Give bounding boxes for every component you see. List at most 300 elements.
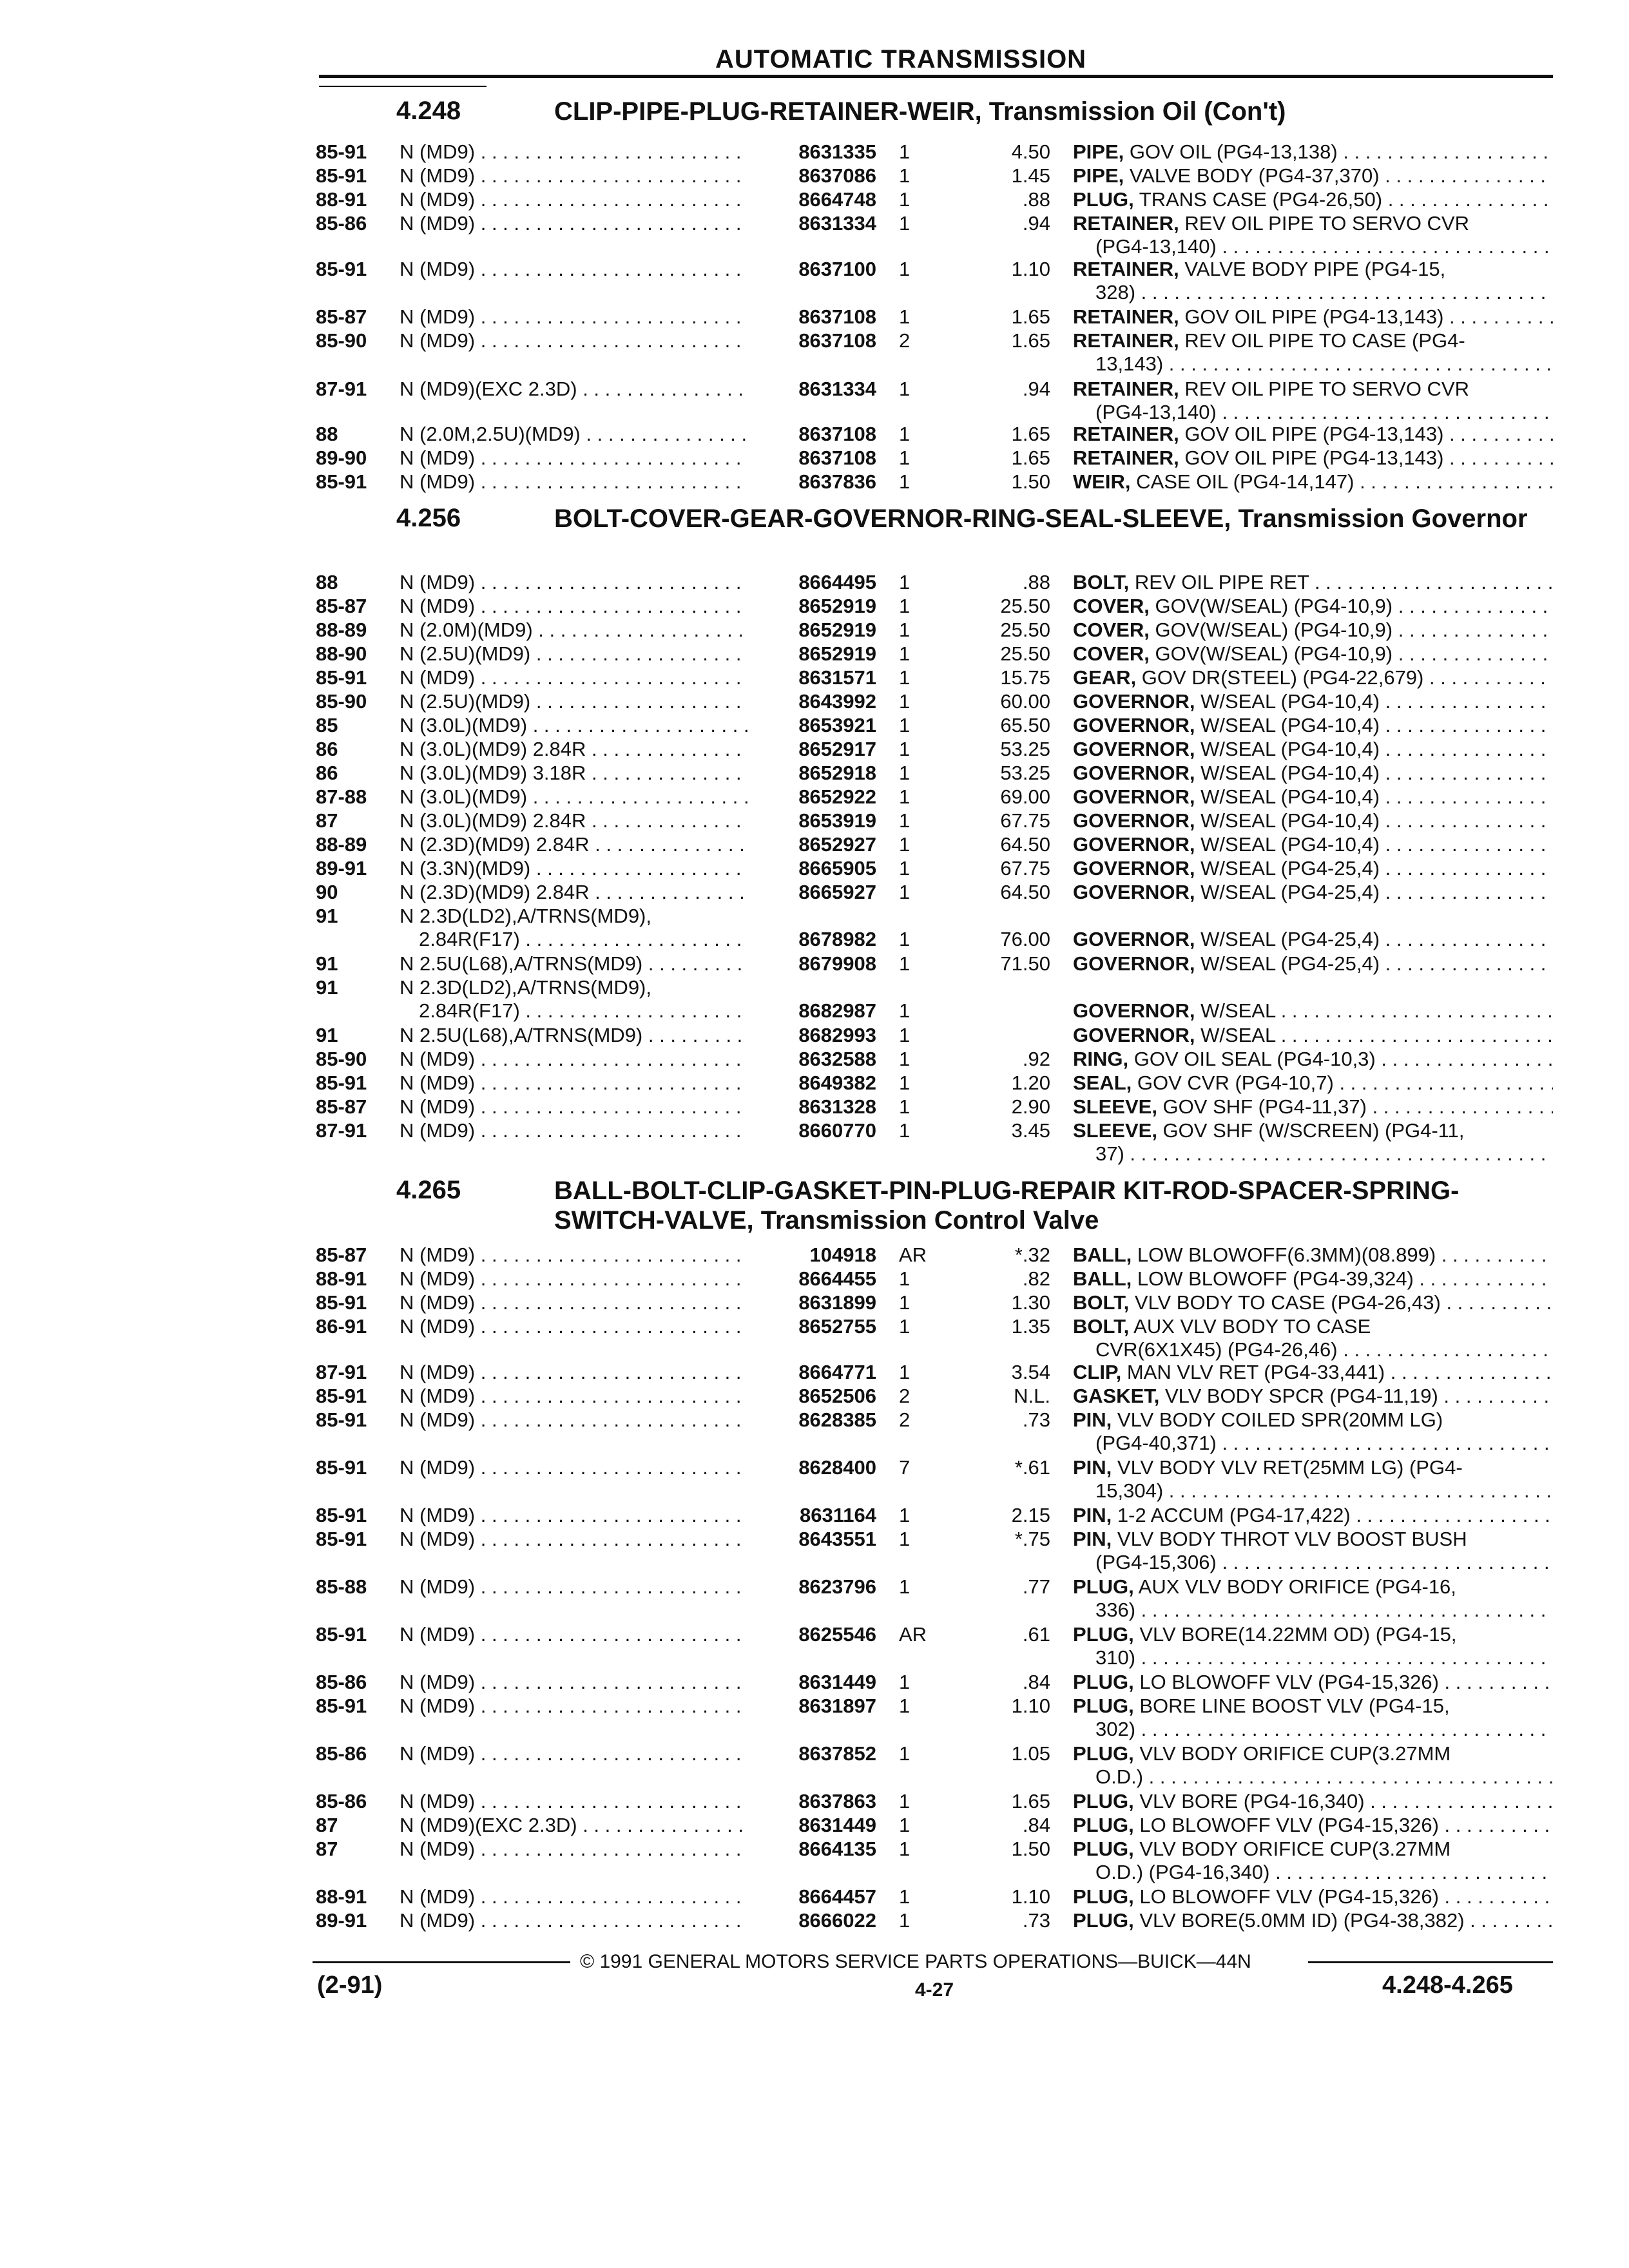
- model-years: 85-91: [316, 1528, 367, 1550]
- price: 64.50: [1000, 833, 1050, 856]
- part-number: 8679908: [798, 952, 876, 975]
- description-text: GOV OIL (PG4-13,138): [1124, 140, 1338, 163]
- description: [1073, 1909, 1553, 1932]
- quantity: 1: [899, 1909, 911, 1932]
- application: N (MD9) . . .: [400, 1072, 747, 1095]
- description-text: CASE OIL (PG4-14,147): [1130, 470, 1354, 493]
- application: N 2.5U(L68),A/TRNS(MD9) . . .: [400, 1024, 747, 1047]
- application: N (MD9) . . .: [400, 1315, 747, 1338]
- description-text: VLV BODY ORIFICE CUP(3.27MM: [1133, 1838, 1451, 1860]
- application: N (MD9) . . .: [400, 1504, 747, 1527]
- description: [1073, 1695, 1553, 1718]
- model-years: 85-88: [316, 1575, 367, 1598]
- description-text: VLV BODY VLV RET(25MM LG) (PG4-: [1112, 1456, 1463, 1479]
- quantity: 1: [899, 1361, 911, 1383]
- part-number: 8631164: [800, 1504, 876, 1526]
- model-years: 85-87: [316, 305, 367, 328]
- price: 67.75: [1000, 809, 1050, 832]
- price: N.L.: [1014, 1385, 1050, 1407]
- footer-date: (2-91): [317, 1972, 383, 1999]
- description: [1073, 1623, 1553, 1646]
- quantity: 1: [899, 714, 911, 736]
- model-years: 85-87: [316, 595, 367, 617]
- price: .61: [1022, 1623, 1050, 1646]
- description-text: MAN VLV RET (PG4-33,441): [1121, 1361, 1385, 1383]
- part-number: 8631449: [798, 1814, 876, 1836]
- description: [1073, 1119, 1553, 1142]
- description-text: LOW BLOWOFF (PG4-39,324): [1132, 1267, 1414, 1290]
- description-keyword: PIN,: [1073, 1528, 1112, 1550]
- price: 1.45: [1011, 164, 1050, 187]
- application: N (3.0L)(MD9) . . .: [400, 785, 747, 809]
- description-keyword: BALL,: [1073, 1244, 1132, 1266]
- description-keyword: COVER,: [1073, 619, 1150, 641]
- price: 1.05: [1011, 1742, 1050, 1765]
- description: [1073, 378, 1553, 401]
- model-years: 85-91: [316, 470, 367, 493]
- description-keyword: GOVERNOR,: [1073, 952, 1195, 975]
- model-years: 85-86: [316, 212, 367, 235]
- quantity: 1: [899, 809, 911, 832]
- part-number: 8637108: [798, 305, 876, 328]
- description-keyword: CLIP,: [1073, 1361, 1122, 1383]
- description-keyword: SEAL,: [1073, 1072, 1132, 1094]
- quantity: AR: [899, 1244, 927, 1266]
- description-text: GOV SHF (PG4-11,37): [1157, 1095, 1367, 1118]
- application: N (MD9) . . .: [400, 1456, 747, 1479]
- description-keyword: GOVERNOR,: [1073, 928, 1195, 950]
- description-keyword: PIPE,: [1073, 140, 1124, 163]
- model-years: 91: [316, 976, 338, 999]
- price: .84: [1022, 1671, 1050, 1693]
- part-number: 8631334: [798, 212, 876, 235]
- description-text: LOW BLOWOFF(6.3MM)(08.899): [1132, 1244, 1436, 1266]
- quantity: 1: [899, 423, 911, 445]
- description-text: REV OIL PIPE RET: [1129, 571, 1309, 593]
- application: N (2.5U)(MD9) . . .: [400, 642, 747, 666]
- description-keyword: BOLT,: [1073, 1315, 1130, 1338]
- price: .88: [1022, 571, 1050, 593]
- quantity: 1: [899, 952, 911, 975]
- quantity: 1: [899, 833, 911, 856]
- quantity: 7: [899, 1456, 911, 1479]
- part-number: 8637108: [798, 329, 876, 352]
- model-years: 87-91: [316, 378, 367, 400]
- model-years: 85: [316, 714, 338, 736]
- description-keyword: GOVERNOR,: [1073, 785, 1195, 808]
- description: [1073, 1504, 1553, 1527]
- description: [1073, 1361, 1553, 1384]
- quantity: 1: [899, 1504, 911, 1526]
- description-keyword: PLUG,: [1073, 1885, 1134, 1908]
- application: N (MD9) . . .: [400, 1909, 747, 1932]
- quantity: 1: [899, 785, 911, 808]
- description-keyword: GOVERNOR,: [1073, 690, 1195, 713]
- price: 1.10: [1011, 1885, 1050, 1908]
- part-number: 8652506: [798, 1385, 876, 1407]
- description: [1073, 1528, 1553, 1551]
- part-number: 8652927: [798, 833, 876, 856]
- description: [1073, 305, 1553, 329]
- description: [1073, 1267, 1553, 1291]
- part-number: 8631899: [798, 1291, 876, 1314]
- description: [1073, 1671, 1553, 1694]
- price: 69.00: [1000, 785, 1050, 808]
- description: [1073, 928, 1553, 951]
- model-years: 85-90: [316, 1048, 367, 1070]
- part-number: 8623796: [798, 1575, 876, 1598]
- price: .94: [1022, 212, 1050, 235]
- application: N (MD9) . . .: [400, 1385, 747, 1408]
- section-title: BOLT-COVER-GEAR-GOVERNOR-RING-SEAL-SLEEVE, Transmission Governor: [554, 505, 1528, 533]
- model-years: 89-90: [316, 447, 367, 469]
- header-rule: [319, 75, 1553, 78]
- description-text: GOV OIL PIPE (PG4-13,143): [1179, 423, 1444, 445]
- application: N (MD9) . . .: [400, 1095, 747, 1119]
- model-years: 85-87: [316, 1095, 367, 1118]
- quantity: 1: [899, 642, 911, 665]
- price: .77: [1022, 1575, 1050, 1598]
- quantity: 1: [899, 140, 911, 163]
- part-number: 8652919: [798, 642, 876, 665]
- part-number: 8632588: [798, 1048, 876, 1070]
- application: N (MD9) . . .: [400, 1742, 747, 1765]
- part-number: 8664748: [798, 188, 876, 211]
- application: N (2.3D)(MD9) 2.84R . . .: [400, 881, 747, 904]
- model-years: 85-91: [316, 258, 367, 280]
- part-number: 8631334: [798, 378, 876, 400]
- price: 25.50: [1000, 642, 1050, 665]
- part-number: 8637108: [798, 447, 876, 469]
- model-years: 85-91: [316, 1385, 367, 1407]
- part-number: 8652919: [798, 619, 876, 641]
- description-text: GOV DR(STEEL) (PG4-22,679): [1136, 666, 1424, 689]
- description-keyword: PIPE,: [1073, 164, 1124, 187]
- quantity: 1: [899, 595, 911, 617]
- price: .92: [1022, 1048, 1050, 1070]
- description-keyword: BALL,: [1073, 1267, 1132, 1290]
- part-number: 104918: [809, 1244, 876, 1266]
- page-header-title: AUTOMATIC TRANSMISSION: [715, 45, 1087, 73]
- description-text: LO BLOWOFF VLV (PG4-15,326): [1133, 1671, 1439, 1693]
- quantity: 1: [899, 378, 911, 400]
- description-text: W/SEAL (PG4-10,4): [1195, 833, 1380, 856]
- part-number: 8678982: [798, 928, 876, 950]
- description-keyword: GOVERNOR,: [1073, 857, 1195, 879]
- description: [1073, 619, 1553, 642]
- description-keyword: GOVERNOR,: [1073, 999, 1195, 1022]
- description-keyword: RETAINER,: [1073, 447, 1179, 469]
- quantity: 1: [899, 999, 911, 1022]
- description-continued: 37) . . .: [1095, 1142, 1553, 1166]
- description-text: GOV SHF (W/SCREEN) (PG4-11,: [1157, 1119, 1465, 1142]
- description: [1073, 423, 1553, 446]
- model-years: 88-91: [316, 1267, 367, 1290]
- quantity: 1: [899, 1790, 911, 1812]
- description-text: W/SEAL: [1195, 1024, 1276, 1046]
- quantity: 1: [899, 212, 911, 235]
- description: [1073, 212, 1553, 235]
- description: [1073, 1244, 1553, 1267]
- description: [1073, 595, 1553, 618]
- price: 67.75: [1000, 857, 1050, 879]
- footer-copyright: © 1991 GENERAL MOTORS SERVICE PARTS OPERATIONS—BUICK—44N: [580, 1951, 1251, 1972]
- description: [1073, 1814, 1553, 1837]
- description: [1073, 1742, 1553, 1765]
- quantity: 1: [899, 1095, 911, 1118]
- description-text: GOV OIL PIPE (PG4-13,143): [1179, 447, 1444, 469]
- application: N (MD9) . . .: [400, 1838, 747, 1861]
- part-number: 8637086: [798, 164, 876, 187]
- description: [1073, 857, 1553, 880]
- description-text: GOV OIL SEAL (PG4-10,3): [1128, 1048, 1376, 1070]
- description-keyword: RETAINER,: [1073, 258, 1179, 280]
- model-years: 85-91: [316, 1072, 367, 1094]
- model-years: 86: [316, 738, 338, 760]
- quantity: 1: [899, 1742, 911, 1765]
- description-text: W/SEAL (PG4-25,4): [1195, 857, 1380, 879]
- description: [1073, 999, 1553, 1023]
- application: N (MD9) . . .: [400, 1267, 747, 1291]
- application: N (MD9) . . .: [400, 666, 747, 689]
- description: [1073, 1456, 1553, 1479]
- description: [1073, 329, 1553, 352]
- price: 25.50: [1000, 619, 1050, 641]
- description-keyword: PLUG,: [1073, 1575, 1134, 1598]
- quantity: 1: [899, 1291, 911, 1314]
- application: N (MD9) . . .: [400, 188, 747, 211]
- price: 3.45: [1011, 1119, 1050, 1142]
- model-years: 88-91: [316, 188, 367, 211]
- model-years: 85-87: [316, 1244, 367, 1266]
- description-continued: O.D.) . . .: [1095, 1765, 1553, 1789]
- quantity: 1: [899, 1814, 911, 1836]
- description-text: W/SEAL (PG4-10,4): [1195, 690, 1380, 713]
- description-keyword: GOVERNOR,: [1073, 738, 1195, 760]
- description-text: TRANS CASE (PG4-26,50): [1133, 188, 1383, 211]
- description-keyword: PIN,: [1073, 1408, 1112, 1431]
- description: [1073, 258, 1553, 281]
- price: .73: [1022, 1909, 1050, 1932]
- description-keyword: GOVERNOR,: [1073, 714, 1195, 736]
- description-text: REV OIL PIPE TO SERVO CVR: [1179, 212, 1469, 235]
- description-keyword: BOLT,: [1073, 571, 1130, 593]
- description-text: REV OIL PIPE TO SERVO CVR: [1179, 378, 1469, 400]
- quantity: 1: [899, 1671, 911, 1693]
- price: *.61: [1014, 1456, 1050, 1479]
- description-keyword: GOVERNOR,: [1073, 833, 1195, 856]
- description-text: W/SEAL: [1195, 999, 1276, 1022]
- description-text: AUX VLV BODY ORIFICE (PG4-16,: [1133, 1575, 1456, 1598]
- description-text: 1-2 ACCUM (PG4-17,422): [1112, 1504, 1351, 1526]
- part-number: 8665905: [798, 857, 876, 879]
- quantity: 1: [899, 1315, 911, 1338]
- price: 2.90: [1011, 1095, 1050, 1118]
- model-years: 85-86: [316, 1742, 367, 1765]
- description-text: GOV(W/SEAL) (PG4-10,9): [1149, 595, 1393, 617]
- description-text: W/SEAL (PG4-25,4): [1195, 881, 1380, 903]
- description-text: W/SEAL (PG4-10,4): [1195, 762, 1380, 784]
- quantity: 1: [899, 188, 911, 211]
- quantity: 1: [899, 619, 911, 641]
- model-years: 85-91: [316, 1291, 367, 1314]
- quantity: 1: [899, 470, 911, 493]
- description: [1073, 762, 1553, 785]
- description-text: BORE LINE BOOST VLV (PG4-15,: [1133, 1695, 1450, 1717]
- description-keyword: RETAINER,: [1073, 305, 1179, 328]
- price: .84: [1022, 1814, 1050, 1836]
- application: N (3.0L)(MD9) . . .: [400, 714, 747, 737]
- price: 4.50: [1011, 140, 1050, 163]
- description-text: GOV(W/SEAL) (PG4-10,9): [1149, 619, 1393, 641]
- quantity: 1: [899, 258, 911, 280]
- description: [1073, 1095, 1553, 1119]
- description-keyword: PLUG,: [1073, 1838, 1134, 1860]
- application: N (MD9) . . .: [400, 1528, 747, 1551]
- description-keyword: GOVERNOR,: [1073, 1024, 1195, 1046]
- part-number: 8631449: [798, 1671, 876, 1693]
- section-title: CLIP-PIPE-PLUG-RETAINER-WEIR, Transmission Oil (Con't): [554, 97, 1286, 126]
- price: 25.50: [1000, 595, 1050, 617]
- description-keyword: BOLT,: [1073, 1291, 1130, 1314]
- application: N (MD9) . . .: [400, 1575, 747, 1599]
- price: .88: [1022, 188, 1050, 211]
- quantity: 1: [899, 881, 911, 903]
- quantity: 1: [899, 1119, 911, 1142]
- part-number: 8649382: [798, 1072, 876, 1094]
- description-keyword: COVER,: [1073, 595, 1150, 617]
- price: 53.25: [1000, 738, 1050, 760]
- part-number: 8653921: [798, 714, 876, 736]
- quantity: 1: [899, 1695, 911, 1717]
- description-keyword: RETAINER,: [1073, 378, 1179, 400]
- price: 3.54: [1011, 1361, 1050, 1383]
- part-number: 8628385: [798, 1408, 876, 1431]
- application: N (MD9) . . .: [400, 571, 747, 594]
- part-number: 8637863: [798, 1790, 876, 1812]
- description-keyword: PLUG,: [1073, 1742, 1134, 1765]
- price: 64.50: [1000, 881, 1050, 903]
- footer-rule-left: [313, 1961, 570, 1963]
- description: [1073, 1291, 1553, 1314]
- part-number: 8643992: [798, 690, 876, 713]
- part-number: 8652917: [798, 738, 876, 760]
- application-continued: 2.84R(F17) . . .: [419, 999, 747, 1023]
- part-number: 8643551: [798, 1528, 876, 1550]
- model-years: 85-91: [316, 1408, 367, 1431]
- description: [1073, 1024, 1553, 1047]
- description-text: VLV BODY THROT VLV BOOST BUSH: [1112, 1528, 1467, 1550]
- part-number: 8631335: [798, 140, 876, 163]
- quantity: 2: [899, 1385, 911, 1407]
- model-years: 88-91: [316, 1885, 367, 1908]
- model-years: 88-90: [316, 642, 367, 665]
- description: [1073, 1072, 1553, 1095]
- price: 1.65: [1011, 305, 1050, 328]
- description-keyword: RETAINER,: [1073, 212, 1179, 235]
- quantity: 1: [899, 305, 911, 328]
- section-number: 4.256: [396, 504, 461, 532]
- description-keyword: SLEEVE,: [1073, 1119, 1157, 1142]
- description-text: GOV(W/SEAL) (PG4-10,9): [1149, 642, 1393, 665]
- part-number: 8653919: [798, 809, 876, 832]
- model-years: 91: [316, 1024, 338, 1046]
- application: N (MD9) . . .: [400, 1671, 747, 1694]
- description-continued: 302) . . .: [1095, 1718, 1553, 1741]
- application: N (MD9) . . .: [400, 164, 747, 187]
- application: N (2.0M)(MD9) . . .: [400, 619, 747, 642]
- model-years: 85-90: [316, 690, 367, 713]
- price: 65.50: [1000, 714, 1050, 736]
- model-years: 88: [316, 423, 338, 445]
- quantity: 1: [899, 1575, 911, 1598]
- description-text: W/SEAL (PG4-25,4): [1195, 952, 1380, 975]
- model-years: 85-91: [316, 1504, 367, 1526]
- description-keyword: SLEEVE,: [1073, 1095, 1157, 1118]
- description-text: LO BLOWOFF VLV (PG4-15,326): [1133, 1885, 1439, 1908]
- model-years: 87: [316, 1814, 338, 1836]
- description-keyword: GOVERNOR,: [1073, 762, 1195, 784]
- quantity: 1: [899, 666, 911, 689]
- part-number: 8652919: [798, 595, 876, 617]
- description-text: VLV BODY TO CASE (PG4-26,43): [1129, 1291, 1441, 1314]
- application: N (MD9) . . .: [400, 140, 747, 164]
- description: [1073, 140, 1553, 164]
- application: N (MD9) . . .: [400, 595, 747, 618]
- quantity: 1: [899, 1885, 911, 1908]
- part-number: 8664771: [798, 1361, 876, 1383]
- quantity: 1: [899, 571, 911, 593]
- application: N (MD9) . . .: [400, 1119, 747, 1142]
- price: 2.15: [1011, 1504, 1050, 1526]
- description: [1073, 714, 1553, 737]
- quantity: 1: [899, 1072, 911, 1094]
- part-number: 8637836: [798, 470, 876, 493]
- description-text: REV OIL PIPE TO CASE (PG4-: [1179, 329, 1465, 352]
- quantity: 1: [899, 1267, 911, 1290]
- model-years: 88-89: [316, 619, 367, 641]
- part-number: 8628400: [798, 1456, 876, 1479]
- description-continued: 336) . . .: [1095, 1599, 1553, 1622]
- application: N (MD9) . . .: [400, 1291, 747, 1314]
- description: [1073, 470, 1553, 494]
- part-number: 8652918: [798, 762, 876, 784]
- description-keyword: COVER,: [1073, 642, 1150, 665]
- model-years: 90: [316, 881, 338, 903]
- model-years: 87: [316, 1838, 338, 1860]
- description: [1073, 188, 1553, 211]
- description: [1073, 785, 1553, 809]
- section-number: 4.265: [396, 1176, 461, 1204]
- description: [1073, 1790, 1553, 1813]
- price: 1.20: [1011, 1072, 1050, 1094]
- description: [1073, 1838, 1553, 1861]
- quantity: 1: [899, 447, 911, 469]
- model-years: 85-90: [316, 329, 367, 352]
- quantity: 1: [899, 1838, 911, 1860]
- application: N (MD9) . . .: [400, 1408, 747, 1432]
- description-continued: CVR(6X1X45) (PG4-26,46) . . .: [1095, 1338, 1553, 1361]
- description: [1073, 738, 1553, 761]
- header-sub-rule: [319, 86, 487, 87]
- application-continued: 2.84R(F17) . . .: [419, 928, 747, 951]
- price: 1.50: [1011, 1838, 1050, 1860]
- price: 60.00: [1000, 690, 1050, 713]
- price: .82: [1022, 1267, 1050, 1290]
- description-text: GOV CVR (PG4-10,7): [1132, 1072, 1334, 1094]
- description: [1073, 1885, 1553, 1908]
- model-years: 88-89: [316, 833, 367, 856]
